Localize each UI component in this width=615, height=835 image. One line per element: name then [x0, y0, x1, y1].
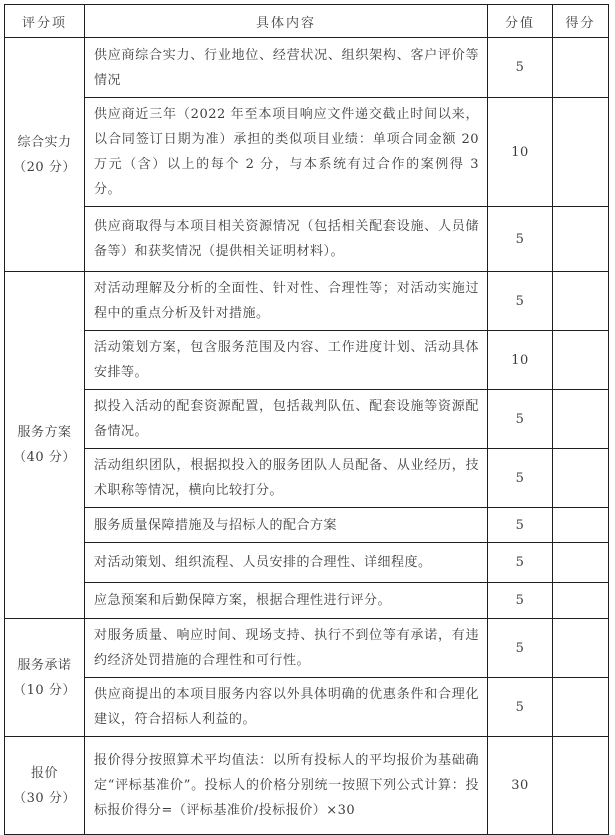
- group-cell: [5, 272, 85, 619]
- table-row: [5, 331, 609, 390]
- group-name: 综合实力: [17, 134, 72, 150]
- group-name: 报价: [30, 765, 58, 781]
- criterion-text: 供应商取得与本项目相关资源情况（包括相关配套设施、人员储备等）和获奖情况（提供相关证明材料）。: [85, 207, 488, 272]
- criterion-text: 供应商综合实力、行业地位、经营状况、组织架构、客户评价等情况: [85, 38, 488, 98]
- earned-score-cell: [553, 390, 609, 449]
- table-row: [5, 508, 609, 543]
- evaluation-criteria-table: [4, 4, 609, 835]
- header-earned-score: 得分: [553, 5, 609, 38]
- score-value: 5: [488, 543, 553, 583]
- criterion-text: 应急预案和后勤保障方案，根据合理性进行评分。: [85, 583, 488, 619]
- score-value: 5: [488, 508, 553, 543]
- table-row: [5, 38, 609, 98]
- earned-score-cell: [553, 207, 609, 272]
- criterion-text: 对活动策划、组织流程、人员安排的合理性、详细程度。: [85, 543, 488, 583]
- group-name: 服务方案: [17, 425, 72, 440]
- earned-score-cell: [553, 737, 609, 835]
- criterion-text: 拟投入活动的配套资源配置，包括裁判队伍、配套设施等资源配备情况。: [85, 390, 488, 449]
- earned-score-cell: [553, 98, 609, 207]
- earned-score-cell: [553, 449, 609, 508]
- score-value: 10: [488, 331, 553, 390]
- group-cell: [5, 619, 85, 737]
- earned-score-cell: [553, 38, 609, 98]
- header-scoring-item: 评分项: [5, 5, 85, 38]
- group-cell: [5, 38, 85, 272]
- group-points: （40 分）: [13, 450, 76, 465]
- table-row: [5, 207, 609, 272]
- criterion-text: 对服务质量、响应时间、现场支持、执行不到位等有承诺，有违约经济处罚措施的合理性和可行性。: [85, 619, 488, 678]
- group-name: 服务承诺: [17, 657, 72, 673]
- earned-score-cell: [553, 331, 609, 390]
- score-value: 5: [488, 619, 553, 678]
- earned-score-cell: [553, 543, 609, 583]
- header-score-value: 分值: [488, 5, 553, 38]
- score-value: 5: [488, 38, 553, 98]
- table-row: [5, 98, 609, 207]
- earned-score-cell: [553, 508, 609, 543]
- criterion-text: 供应商近三年（2022 年至本项目响应文件递交截止时间以来，以合同签订日期为准）承担的类似项目业绩：单项合同金额 20 万元（含）以上的每个 2 分，与本系统有过合作的案例得 3 分。: [85, 98, 488, 207]
- score-value: 5: [488, 583, 553, 619]
- header-row: [5, 5, 609, 38]
- table-row: [5, 583, 609, 619]
- table-row: [5, 390, 609, 449]
- table-row: [5, 619, 609, 678]
- criterion-text: 报价得分按照算术平均值法：以所有投标人的平均报价为基础确定“评标基准价”。投标人的价格分别统一按照下列公式计算：投标报价得分=（评标基准价/投标报价）×30: [85, 737, 488, 835]
- score-value: 5: [488, 449, 553, 508]
- score-value: 5: [488, 207, 553, 272]
- header-specific-content: 具体内容: [85, 5, 488, 38]
- group-cell: [5, 737, 85, 835]
- earned-score-cell: [553, 583, 609, 619]
- table-row: [5, 678, 609, 737]
- earned-score-cell: [553, 678, 609, 737]
- earned-score-cell: [553, 619, 609, 678]
- score-value: 30: [488, 737, 553, 835]
- group-points: （30 分）: [13, 790, 76, 806]
- criterion-text: 活动策划方案，包含服务范围及内容、工作进度计划、活动具体安排等。: [85, 331, 488, 390]
- score-value: 10: [488, 98, 553, 207]
- criterion-text: 服务质量保障措施及与招标人的配合方案: [85, 508, 488, 543]
- group-points: （20 分）: [13, 159, 76, 175]
- criterion-text: 供应商提出的本项目服务内容以外具体明确的优惠条件和合理化建议，符合招标人利益的。: [85, 678, 488, 737]
- table-row: [5, 449, 609, 508]
- score-value: 5: [488, 390, 553, 449]
- table-row: [5, 543, 609, 583]
- score-value: 5: [488, 678, 553, 737]
- earned-score-cell: [553, 272, 609, 331]
- criterion-text: 活动组织团队，根据拟投入的服务团队人员配备、从业经历，技术职称等情况，横向比较打分。: [85, 449, 488, 508]
- score-value: 5: [488, 272, 553, 331]
- table-body: [5, 38, 609, 835]
- group-points: （10 分）: [13, 682, 76, 698]
- table-row: [5, 737, 609, 835]
- table-row: [5, 272, 609, 331]
- criterion-text: 对活动理解及分析的全面性、针对性、合理性等；对活动实施过程中的重点分析及针对措施。: [85, 272, 488, 331]
